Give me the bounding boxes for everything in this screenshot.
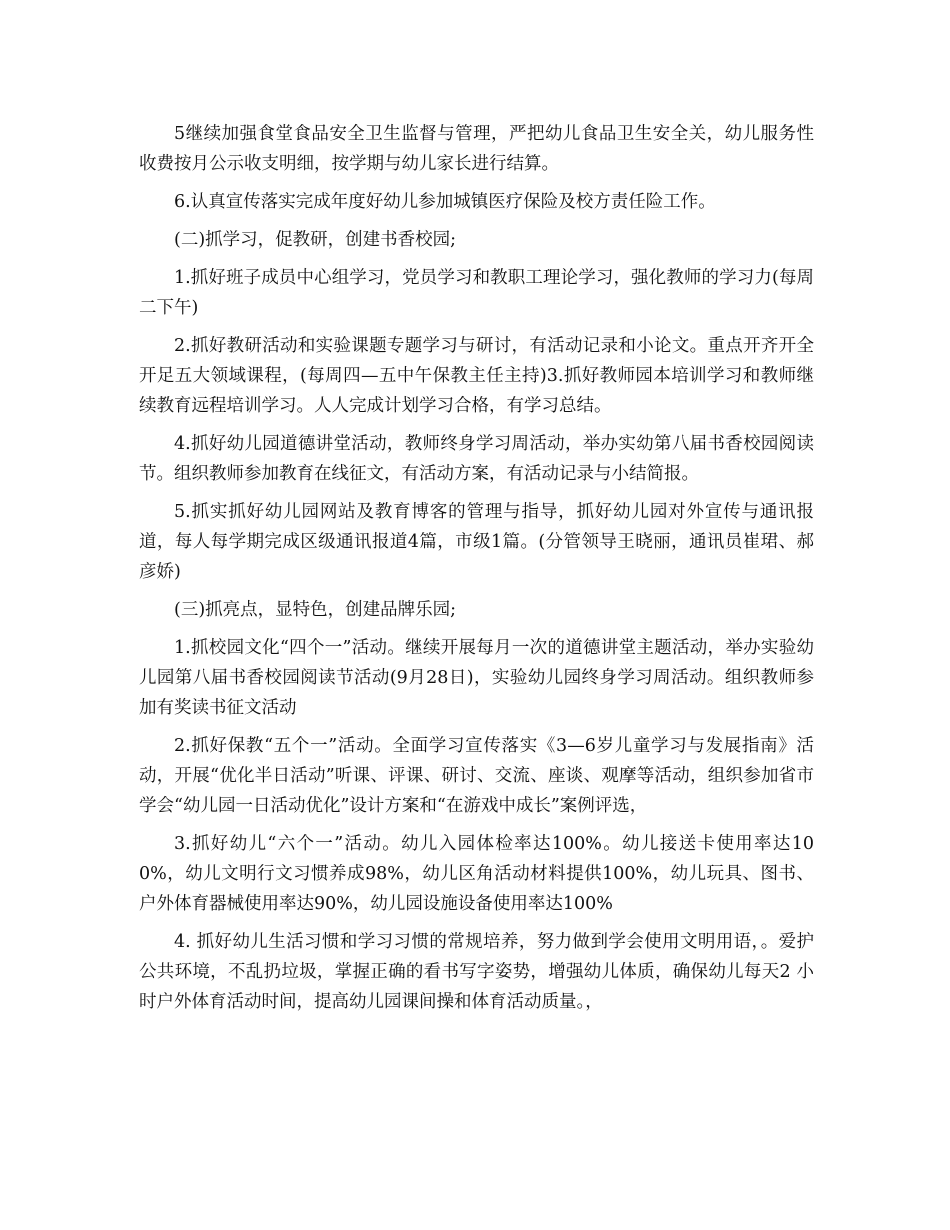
paragraph-9: 1.抓校园文化“四个一”活动。继续开展每月一次的道德讲堂主题活动，举办实验幼儿园第八届书香校园阅读节活动(9月28日)，实验幼儿园终身学习周活动。组织教师参加有奖读书征文活动 (139, 638, 814, 718)
section-heading-3: (三)抓亮点，显特色，创建品牌乐园; (174, 600, 457, 620)
paragraph-11: 3.抓好幼儿“六个一”活动。幼儿入园体检率达100%。幼儿接送卡使用率达100%，幼儿文明行文习惯养成98%，幼儿区角活动材料提供100%，幼儿玩具、图书、户外体育器械使用率达90%，幼儿园设施设备使用率达100% (139, 834, 814, 914)
paragraph-10: 2.抓好保教“五个一”活动。全面学习宣传落实《3—6岁儿童学习与发展指南》活动，开展“优化半日活动”听课、评课、研讨、交流、座谈、观摩等活动，组织参加省市学会“幼儿园一日活动优化”设计方案和“在游戏中成长”案例评选， (139, 736, 814, 816)
paragraph-4: 1.抓好班子成员中心组学习，党员学习和教职工理论学习，强化教师的学习力(每周二下午) (139, 268, 814, 318)
paragraph-5: 2.抓好教研活动和实验课题专题学习与研讨，有活动记录和小论文。重点开齐开全开足五大领域课程，(每周四—五中午保教主任主持)3.抓好教师园本培训学习和教师继续教育远程培训学习。人人完成计划学习合格，有学习总结。 (139, 336, 814, 416)
paragraph-1: 5继续加强食堂食品安全卫生监督与管理，严把幼儿食品卫生安全关，幼儿服务性收费按月公示收支明细，按学期与幼儿家长进行结算。 (139, 124, 814, 174)
section-heading-2: (二)抓学习，促教研，创建书香校园; (174, 230, 457, 250)
document-body (139, 119, 814, 1025)
paragraph-6: 4.抓好幼儿园道德讲堂活动，教师终身学习周活动，举办实幼第八届书香校园阅读节。组织教师参加教育在线征文，有活动方案，有活动记录与小结简报。 (139, 434, 814, 484)
paragraph-2: 6.认真宣传落实完成年度好幼儿参加城镇医疗保险及校方责任险工作。 (174, 192, 716, 212)
paragraph-12: 4. 抓好幼儿生活习惯和学习习惯的常规培养，努力做到学会使用文明用语，。爱护公共环境，不乱扔垃圾，掌握正确的看书写字姿势，增强幼儿体质，确保幼儿每天2 小时户外体育活动时间，提高幼儿园课间操和体育活动质量。， (139, 932, 814, 1012)
paragraph-7: 5.抓实抓好幼儿园网站及教育博客的管理与指导，抓好幼儿园对外宣传与通讯报道，每人每学期完成区级通讯报道4篇，市级1篇。(分管领导王晓丽，通讯员崔珺、郝彦娇) (139, 502, 814, 582)
